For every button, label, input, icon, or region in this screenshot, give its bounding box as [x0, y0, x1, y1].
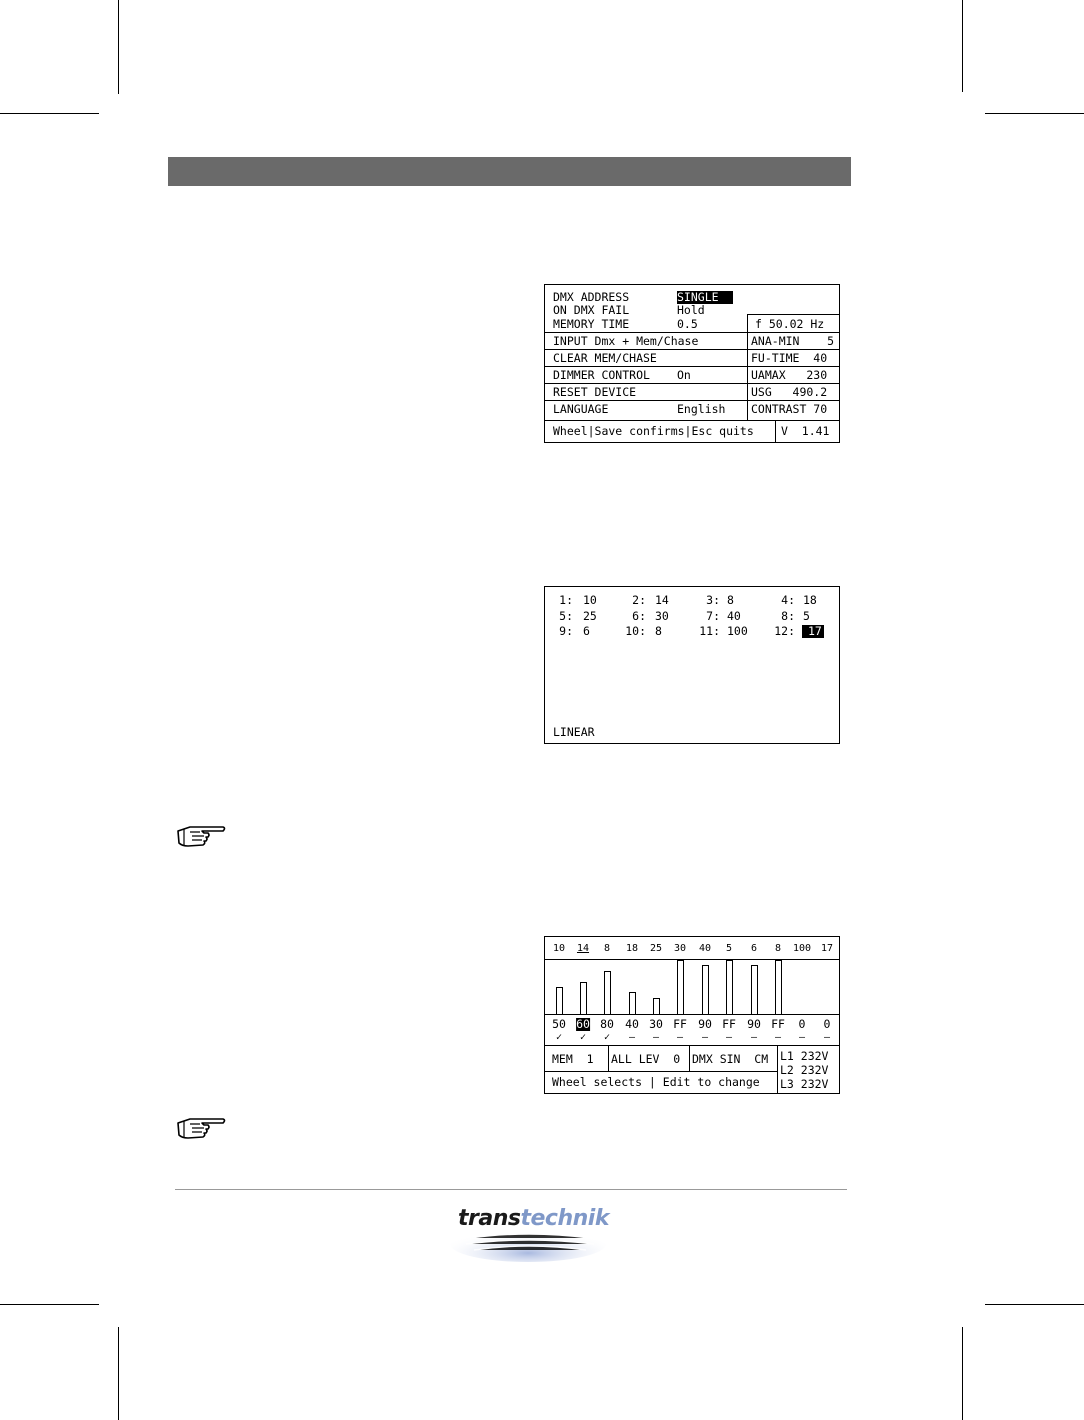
l2-voltage: L2 232V: [780, 1063, 829, 1077]
crop-mark: [985, 113, 1084, 114]
channel-mark-2: ✓: [579, 1032, 587, 1043]
divider: [775, 420, 776, 442]
level-label-7: 90: [698, 1017, 712, 1031]
on-dmx-fail-value: Hold: [677, 303, 705, 317]
transtechnik-logo: [440, 1200, 620, 1264]
all-lev-readout: ALL LEV 0: [611, 1052, 681, 1066]
crop-mark: [962, 0, 963, 92]
channel-header-12: 17: [820, 943, 834, 954]
level-label-2[interactable]: 60: [576, 1017, 590, 1031]
channel-header-9: 6: [750, 943, 758, 954]
curve-value-5: 25: [583, 608, 597, 623]
channel-header-2: 14: [576, 943, 590, 954]
header-bar: [168, 157, 851, 186]
dmx-sin-readout: DMX SIN CM: [692, 1052, 769, 1066]
uamax-readout: UAMAX 230: [751, 368, 828, 382]
mem-readout: MEM 1: [552, 1052, 594, 1066]
curve-value-6: 30: [655, 608, 669, 623]
dimmer-control-value: On: [677, 368, 691, 382]
channel-mark-12: –: [823, 1032, 831, 1043]
curve-index-3: 3:: [706, 593, 720, 607]
divider: [545, 959, 839, 960]
channel-mark-1: ✓: [555, 1032, 563, 1043]
channel-header-6: 30: [673, 943, 687, 954]
divider: [689, 1045, 690, 1071]
clear-mem-item: CLEAR MEM/CHASE: [553, 351, 657, 365]
curve-value-10: 8: [655, 624, 662, 638]
divider: [777, 1045, 778, 1093]
memory-time-label: MEMORY TIME: [553, 317, 630, 331]
channel-bar-6: [677, 960, 684, 1014]
channel-header-7: 40: [698, 943, 712, 954]
logo-wordmark: [458, 1206, 609, 1231]
curve-value-12[interactable]: 17: [802, 625, 824, 638]
channel-header-4: 18: [625, 943, 639, 954]
divider: [545, 383, 839, 384]
channel-bar-3: [604, 971, 611, 1014]
curve-mode: LINEAR: [553, 725, 595, 739]
status-line: Wheel|Save confirms|Esc quits: [553, 424, 754, 438]
dimmer-control-label: DIMMER CONTROL: [553, 368, 650, 382]
logo-part-trans: trans: [458, 1206, 521, 1231]
channel-mark-6: –: [676, 1032, 684, 1043]
frequency-readout: f 50.02 Hz: [755, 317, 825, 331]
crop-mark: [118, 1327, 119, 1420]
curve-index-10: 10:: [625, 624, 646, 638]
curve-value-4: 18: [803, 593, 817, 607]
channel-header-3: 8: [603, 943, 611, 954]
level-label-5: 30: [649, 1017, 663, 1031]
input-item: INPUT Dmx + Mem/Chase: [553, 334, 699, 348]
version-readout: V 1.41: [781, 424, 830, 438]
channel-header-1: 10: [552, 943, 566, 954]
divider: [545, 400, 839, 401]
curve-index-12: 12:: [774, 624, 795, 638]
pointing-hand-icon: [176, 824, 228, 850]
level-label-4: 40: [625, 1017, 639, 1031]
level-label-6: FF: [673, 1017, 687, 1031]
level-label-3: 80: [600, 1017, 614, 1031]
channel-bar-7: [702, 965, 709, 1014]
crop-mark: [0, 1304, 99, 1305]
usg-readout: USG 490.2: [751, 385, 828, 399]
footer-rule: [175, 1189, 847, 1190]
level-label-9: 90: [747, 1017, 761, 1031]
curve-index-11: 11:: [699, 624, 720, 638]
l3-voltage: L3 232V: [780, 1077, 829, 1091]
lcd-setup-screen: [544, 284, 840, 443]
divider: [747, 314, 748, 420]
curve-value-3: 8: [727, 593, 734, 607]
lcd-curve-screen: [544, 586, 840, 744]
dmx-address-label: DMX ADDRESS: [553, 290, 630, 304]
curve-value-2: 14: [655, 593, 669, 607]
channel-header-10: 8: [774, 943, 782, 954]
fu-time-readout: FU-TIME 40: [751, 351, 828, 365]
language-value: English: [677, 402, 726, 416]
level-label-10: FF: [771, 1017, 785, 1031]
language-label: LANGUAGE: [553, 402, 609, 416]
logo-part-technik: technik: [520, 1206, 609, 1231]
level-label-8: FF: [722, 1017, 736, 1031]
divider: [545, 332, 839, 333]
channel-mark-10: –: [774, 1032, 782, 1043]
level-label-12: 0: [823, 1017, 831, 1031]
curve-index-7: 7:: [706, 608, 720, 623]
dmx-address-value[interactable]: SINGLE: [677, 291, 733, 304]
channel-mark-11: –: [798, 1032, 806, 1043]
channel-bar-10: [775, 960, 782, 1014]
divider: [545, 1071, 777, 1072]
divider: [545, 1045, 839, 1046]
channel-mark-4: –: [628, 1032, 636, 1043]
divider: [747, 314, 839, 315]
crop-mark: [962, 1327, 963, 1420]
channel-bar-9: [751, 965, 758, 1014]
curve-index-4: 4:: [781, 593, 795, 607]
curve-value-8: 5: [803, 608, 810, 623]
on-dmx-fail-label: ON DMX FAIL: [553, 303, 630, 317]
curve-index-5: 5:: [559, 608, 573, 623]
bar-baseline: [545, 1014, 839, 1015]
curve-value-7: 40: [727, 608, 741, 623]
contrast-readout: CONTRAST 70: [751, 402, 828, 416]
channel-bar-1: [556, 987, 563, 1014]
channel-header-11: 100: [792, 943, 812, 954]
divider: [545, 349, 839, 350]
ana-min-readout: ANA-MIN 5: [751, 334, 835, 348]
channel-bar-8: [726, 960, 733, 1014]
lcd-channel-screen: [544, 936, 840, 1094]
channel-mark-8: –: [725, 1032, 733, 1043]
curve-value-1: 10: [583, 593, 597, 607]
reset-device-item: RESET DEVICE: [553, 385, 637, 399]
memory-time-value: 0.5: [677, 317, 698, 331]
curve-index-1: 1:: [559, 593, 573, 607]
channel-mark-5: –: [652, 1032, 660, 1043]
curve-index-8: 8:: [781, 608, 795, 623]
channel-mark-3: ✓: [603, 1032, 611, 1043]
pointing-hand-icon: [176, 1116, 228, 1142]
curve-value-11: 100: [727, 624, 748, 638]
curve-index-9: 9:: [559, 624, 573, 638]
divider: [608, 1045, 609, 1071]
channel-header-5: 25: [649, 943, 663, 954]
status-line: Wheel selects | Edit to change: [552, 1075, 760, 1089]
level-label-1: 50: [552, 1017, 566, 1031]
crop-mark: [985, 1304, 1084, 1305]
channel-mark-9: –: [750, 1032, 758, 1043]
channel-bar-5: [653, 998, 660, 1014]
divider: [545, 366, 839, 367]
curve-value-9: 6: [583, 624, 590, 638]
level-label-11: 0: [798, 1017, 806, 1031]
channel-bar-4: [629, 992, 636, 1014]
l1-voltage: L1 232V: [780, 1049, 829, 1063]
curve-index-6: 6:: [632, 608, 646, 623]
crop-mark: [0, 113, 99, 114]
channel-header-8: 5: [725, 943, 733, 954]
curve-index-2: 2:: [632, 593, 646, 607]
channel-bar-2: [580, 982, 587, 1014]
channel-mark-7: –: [701, 1032, 709, 1043]
crop-mark: [118, 0, 119, 94]
divider: [545, 420, 839, 421]
